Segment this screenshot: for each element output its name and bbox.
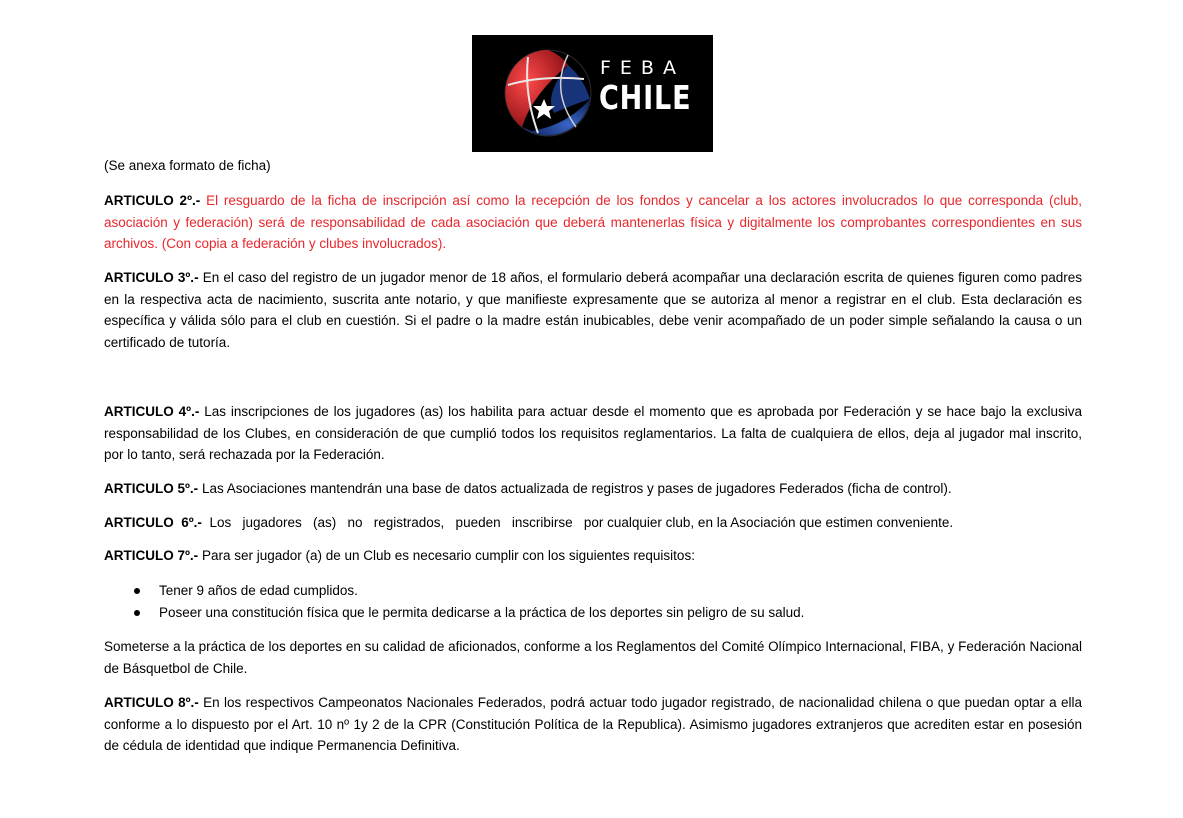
article-text: Las inscripciones de los jugadores (as) los habilita para actuar desde el momento que es aprobada por Federación y se hace bajo la exclusiva responsabilidad de los Clubes, en consideración de que cumplió todos los requisitos reglamentarios. La falta de cualquiera de ellos, deja al jugador mal inscrito, por lo tanto, será rechazada por la Federación. — [104, 404, 1082, 462]
article-heading: ARTICULO 5º.- — [104, 481, 199, 496]
article-heading: ARTICULO 8º.- — [104, 695, 199, 710]
logo-text-chile: CHILE — [599, 78, 692, 117]
article-text: Las Asociaciones mantendrán una base de datos actualizada de registros y pases de jugadores Federados (ficha de control). — [198, 481, 952, 496]
list-item: Tener 9 años de edad cumplidos. — [104, 580, 1082, 602]
article-text: El resguardo de la ficha de inscripción así como la recepción de los fondos y cancelar a los actores involucrados lo que corresponda (club, asociación y federación) será de responsabilidad de cada asociación que deberá mantenerlas física y digitalmente los comprobantes correspondientes en sus archivos. (Con copia a federación y clubes involucrados). — [104, 193, 1082, 251]
article-4 — [104, 401, 1082, 466]
feba-chile-logo — [472, 35, 713, 152]
article-text: Para ser jugador (a) de un Club es necesario cumplir con los siguientes requisitos: — [198, 548, 695, 563]
article-heading: ARTICULO 2º.- — [104, 193, 201, 208]
article-text: En los respectivos Campeonatos Nacionales Federados, podrá actuar todo jugador registrado, de nacionalidad chilena o que puedan optar a ella conforme a lo dispuesto por el Art. 10 nº 1y 2 de la CPR (Constitución Política de la Republica). Asimismo jugadores extranjeros que acrediten estar en posesión de cédula de identidad que indique Permanencia Definitiva. — [104, 695, 1082, 753]
bullet-icon — [134, 610, 140, 616]
article-heading: ARTICULO 4º.- — [104, 404, 200, 419]
article-6 — [104, 512, 1082, 534]
article-heading: ARTICULO 7º.- — [104, 548, 199, 563]
article-3 — [104, 267, 1082, 353]
list-item: Poseer una constitución física que le permita dedicarse a la práctica de los deportes sin peligro de su salud. — [104, 602, 1082, 624]
article-8 — [104, 692, 1082, 757]
article-heading: ARTICULO 6º.- — [104, 515, 202, 530]
article-text: En el caso del registro de un jugador menor de 18 años, el formulario deberá acompañar una declaración escrita de quienes figuren como padres en la respectiva acta de nacimiento, suscrita ante notario, y que manifieste expresamente que se autoriza al menor a registrar en el club. Esta declaración es específica y válida sólo para el club en cuestión. Si el padre o la madre están inubicables, debe venir acompañado de un poder simple señalando la causa o un certificado de tutoría. — [104, 270, 1082, 350]
logo-text-feba: FEBA — [600, 57, 685, 79]
article-2 — [104, 190, 1082, 255]
requirements-list — [104, 580, 1082, 624]
article-7 — [104, 545, 1082, 567]
article-text: Los jugadores (as) no registrados, pueden inscribirse por cualquier club, en la Asociación que estimen conveniente. — [201, 515, 954, 530]
article-heading: ARTICULO 3º.- — [104, 270, 199, 285]
closing-paragraph: Someterse a la práctica de los deportes en su calidad de aficionados, conforme a los Reglamentos del Comité Olímpico Internacional, FIBA, y Federación Nacional de Básquetbol de Chile. — [104, 639, 1082, 676]
intro-note: (Se anexa formato de ficha) — [104, 158, 271, 173]
bullet-icon — [134, 588, 140, 594]
article-5 — [104, 478, 1082, 500]
